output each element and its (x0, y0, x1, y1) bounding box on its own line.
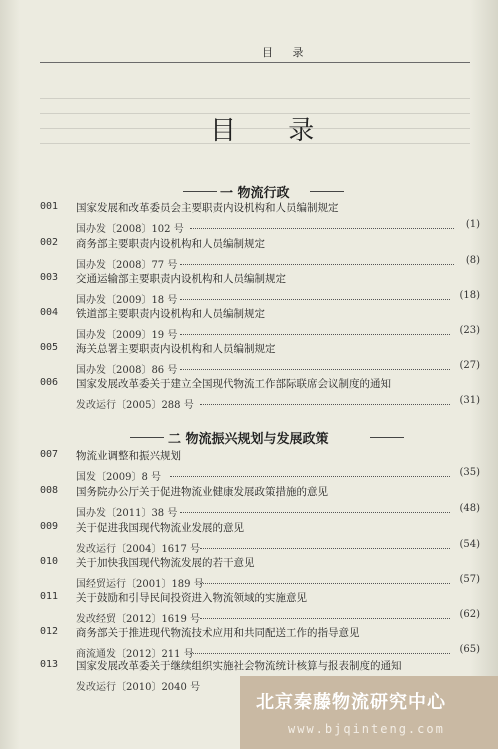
running-header (40, 40, 470, 63)
section-rule-right (370, 437, 404, 438)
entry-document-number: 国办发〔2008〕86 号 (76, 365, 178, 376)
entry-number: 002 (40, 237, 59, 248)
section-rule-left (183, 191, 217, 192)
entry-page-number: (57) (459, 574, 480, 585)
entry-page-number: (35) (459, 467, 480, 478)
entry-title: 交通运输部主要职责内设机构和人员编制规定 (76, 273, 286, 285)
entry-document-number: 国办发〔2011〕38 号 (76, 508, 178, 519)
entry-number: 006 (40, 377, 59, 388)
page-title: 目 录 (210, 116, 337, 146)
leader-dots (170, 476, 450, 477)
section-rule-left (130, 437, 164, 438)
leader-dots (180, 299, 450, 300)
entry-page-number: (23) (459, 325, 480, 336)
leader-dots (180, 512, 450, 513)
entry-page-number: (8) (465, 255, 480, 266)
entry-document-number: 发改运行〔2004〕1617 号 (76, 544, 201, 555)
entry-title: 商务部主要职责内设机构和人员编制规定 (76, 238, 265, 250)
entry-number: 012 (40, 626, 59, 637)
section-rule-right (310, 191, 344, 192)
watermark-title: 北京秦藤物流研究中心 (256, 692, 446, 713)
entry-number: 011 (40, 591, 59, 602)
entry-page-number: (27) (459, 360, 480, 371)
entry-document-number: 国发〔2009〕8 号 (76, 472, 161, 483)
leader-dots (190, 228, 454, 229)
entry-title: 物流业调整和振兴规划 (76, 450, 181, 462)
entry-number: 009 (40, 521, 59, 532)
entry-number: 004 (40, 307, 59, 318)
entry-number: 008 (40, 485, 59, 496)
entry-number: 005 (40, 342, 59, 353)
entry-title: 国务院办公厅关于促进物流业健康发展政策措施的意见 (76, 486, 328, 498)
entry-document-number: 国经贸运行〔2001〕189 号 (76, 579, 204, 590)
watermark-banner (240, 676, 498, 749)
entry-title: 国家发展改革委关于继续组织实施社会物流统计核算与报表制度的通知 (76, 660, 402, 672)
leader-dots (180, 334, 450, 335)
entry-document-number: 商流通发〔2012〕211 号 (76, 649, 194, 660)
entry-title: 关于加快我国现代物流发展的若干意见 (76, 557, 255, 569)
leader-dots (180, 264, 454, 265)
entry-page-number: (1) (465, 219, 480, 230)
entry-page-number: (31) (459, 395, 480, 406)
entry-title: 海关总署主要职责内设机构和人员编制规定 (76, 343, 276, 355)
entry-number: 007 (40, 449, 59, 460)
entry-document-number: 国办发〔2008〕102 号 (76, 224, 184, 235)
entry-document-number: 发改运行〔2005〕288 号 (76, 400, 194, 411)
entry-document-number: 发改运行〔2010〕2040 号 (76, 682, 201, 693)
entry-number: 003 (40, 272, 59, 283)
leader-dots (190, 653, 450, 654)
entry-title: 国家发展改革委关于建立全国现代物流工作部际联席会议制度的通知 (76, 378, 391, 390)
entry-title: 关于促进我国现代物流业发展的意见 (76, 522, 244, 534)
leader-dots (180, 369, 450, 370)
entry-title: 商务部关于推进现代物流技术应用和共同配送工作的指导意见 (76, 627, 360, 639)
leader-dots (200, 583, 450, 584)
section-heading-revitalization-policy: 二 物流振兴规划与发展政策 (168, 432, 329, 447)
running-header-title: 目 录 (262, 46, 312, 59)
entry-number: 010 (40, 556, 59, 567)
entry-document-number: 发改经贸〔2012〕1619 号 (76, 614, 201, 625)
leader-dots (200, 618, 450, 619)
entry-page-number: (65) (459, 644, 480, 655)
page-footer-area (0, 708, 240, 749)
entry-title: 国家发展和改革委员会主要职责内设机构和人员编制规定 (76, 202, 339, 214)
entry-page-number: (62) (459, 609, 480, 620)
leader-dots (200, 404, 450, 405)
watermark-url: www.bjqinteng.com (288, 722, 445, 736)
entry-title: 关于鼓励和引导民间投资进入物流领域的实施意见 (76, 592, 307, 604)
entry-number: 001 (40, 201, 59, 212)
section-heading-logistics-administration: 一 物流行政 (220, 186, 290, 201)
entry-title: 铁道部主要职责内设机构和人员编制规定 (76, 308, 265, 320)
entry-page-number: (18) (459, 290, 480, 301)
entry-number: 013 (40, 659, 59, 670)
entry-document-number: 国办发〔2008〕77 号 (76, 260, 178, 271)
entry-page-number: (48) (459, 503, 480, 514)
leader-dots (200, 548, 450, 549)
entry-document-number: 国办发〔2009〕18 号 (76, 295, 178, 306)
entry-page-number: (54) (459, 539, 480, 550)
entry-document-number: 国办发〔2009〕19 号 (76, 330, 178, 341)
